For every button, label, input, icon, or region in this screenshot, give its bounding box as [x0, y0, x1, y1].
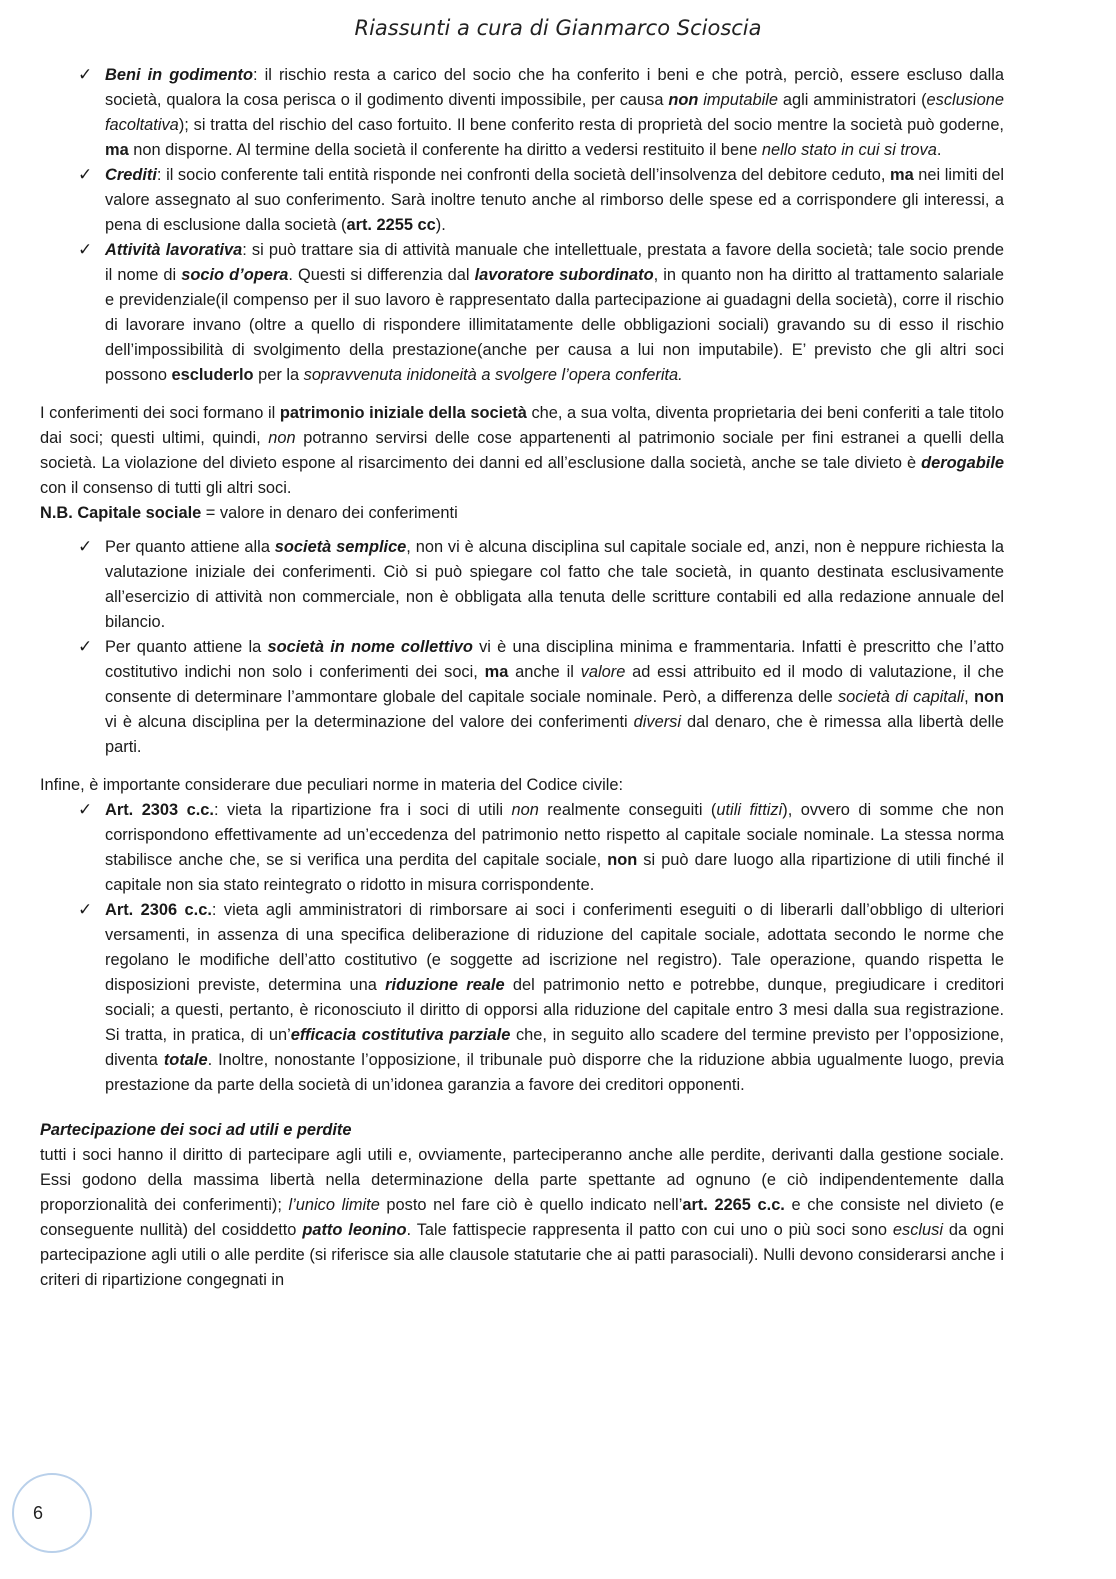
page-header: Riassunti a cura di Gianmarco Scioscia	[354, 16, 762, 40]
section-title: Partecipazione dei soci ad utili e perdite	[40, 1121, 352, 1139]
list-item-art-2303: ✓ Art. 2303 c.c.: vieta la ripartizione fra i soci di utili non realmente conseguiti (utili fittizi), ovvero di somme che non corrispondono effettivamente ad un’eccedenza del patrimonio netto rispetto al capitale sociale nominale. La stessa norma stabilisce anche che, se si verifica una perdita del capitale sociale, non si può dare luogo alla ripartizione di utili finché il capitale non sia stato reintegrato o ridotto in misura corrispondente.	[40, 798, 1004, 898]
note-capitale-sociale: N.B. Capitale sociale = valore in denaro dei conferimenti	[40, 504, 458, 522]
list-item-beni-godimento: ✓ Beni in godimento: il rischio resta a carico del socio che ha conferito i beni e che potrà, perciò, essere escluso dalla società, qualora la cosa perisca o il godimento diventi impossibile, per causa non imputabile agli amministratori (esclusione facoltativa); si tratta del rischio del caso fortuito. Il bene conferito resta di proprietà del socio mentre la società può goderne, ma non disporne. Al termine della società il conferente ha diritto a vedersi restituito il bene nello stato in cui si trova.	[40, 63, 1004, 163]
paragraph-norme: Infine, è importante considerare due peculiari norme in materia del Codice civile:	[40, 776, 624, 794]
page-content	[40, 63, 1004, 1293]
page-number: 6	[33, 1503, 44, 1523]
paragraph-patrimonio: I conferimenti dei soci formano il patrimonio iniziale della società che, a sua volta, diventa proprietaria dei beni conferiti a tale titolo dai soci; questi ultimi, quindi, non potranno servirsi delle cose appartenenti al patrimonio sociale per fini estranei a quelli della società. La violazione del divieto espone al risarcimento dei danni ed all’esclusione dalla società, anche se tale divieto è derogabile con il consenso di tutti gli altri soci.	[40, 404, 1004, 497]
checklist-conferimenti	[40, 63, 1004, 388]
list-item-art-2306: ✓ Art. 2306 c.c.: vieta agli amministratori di rimborsare ai soci i conferimenti eseguiti o di liberarli dall’obbligo di ulteriori versamenti, in assenza di una specifica deliberazione di riduzione del capitale sociale, adottata secondo le norme che regolano le modifiche dell’atto costitutivo (e soggette ad iscrizione nel registro). Tale operazione, quando rispetta le disposizioni previste, determina una riduzione reale del patrimonio netto e potrebbe, dunque, pregiudicare i creditori sociali; a questi, pertanto, è riconosciuto il diritto di opporsi alla riduzione del capitale entro 3 mesi dalla sua registrazione. Si tratta, in pratica, di un’efficacia costitutiva parziale che, in seguito allo scadere del termine previsto per l’opposizione, diventa totale. Inoltre, nonostante l’opposizione, il tribunale può disporre che la riduzione abbia ugualmente luogo, previa prestazione da parte della società di un’idonea garanzia a favore dei creditori opponenti.	[40, 898, 1004, 1098]
list-item-societa-nome-collettivo: ✓ Per quanto attiene la società in nome collettivo vi è una disciplina minima e frammentaria. Infatti è prescritto che l’atto costitutivo indichi non solo i conferimenti dei soci, ma anche il valore ad essi attribuito ed il modo di valutazione, il che consente di determinare l’ammontare globale del capitale sociale nominale. Però, a differenza delle società di capitali, non vi è alcuna disciplina per la determinazione del valore dei conferimenti diversi dal denaro, che è rimessa alla libertà delle parti.	[40, 635, 1004, 760]
checklist-capitale	[40, 535, 1004, 760]
page-number-circle	[12, 1473, 92, 1553]
checklist-norme	[40, 798, 1004, 1098]
list-item-attivita-lavorativa: ✓ Attività lavorativa: si può trattare sia di attività manuale che intellettuale, prestata a favore della società; tale socio prende il nome di socio d’opera. Questi si differenzia dal lavoratore subordinato, in quanto non ha diritto al trattamento salariale e previdenziale(il compenso per il suo lavoro è rappresentato dalla partecipazione ai guadagni della società), corre il rischio di lavorare invano (oltre a quello di rispondere illimitatamente delle obbligazioni sociali) gravando su di esso il rischio dell’impossibilità di svolgimento della prestazione(anche per causa a lui non imputabile). E’ previsto che gli altri soci possono escluderlo per la sopravvenuta inidoneità a svolgere l’opera conferita.	[40, 238, 1004, 388]
paragraph-utili-perdite: tutti i soci hanno il diritto di partecipare agli utili e, ovviamente, parteciperanno anche alle perdite, derivanti dalla gestione sociale. Essi godono della massima libertà nella determinazione della parte spettante ad ognuno (e ciò indipendentemente dalla proporzionalità dei conferimenti); l’unico limite posto nel fare ciò è quello indicato nell’art. 2265 c.c. e che consiste nel divieto (e conseguente nullità) del cosiddetto patto leonino. Tale fattispecie rappresenta il patto con cui uno o più soci sono esclusi da ogni partecipazione agli utili o alle perdite (si riferisce sia alle clausole statutarie che ai patti parasociali). Nulli devono considerarsi anche i criteri di ripartizione congegnati in	[40, 1146, 1005, 1289]
list-item-crediti: ✓ Crediti: il socio conferente tali entità risponde nei confronti della società dell’insolvenza del debitore ceduto, ma nei limiti del valore assegnato al suo conferimento. Sarà inoltre tenuto anche al rimborso delle spese ed a corrispondere gli interessi, a pena di esclusione dalla società (art. 2255 cc).	[40, 163, 1004, 238]
list-item-societa-semplice: ✓ Per quanto attiene alla società semplice, non vi è alcuna disciplina sul capitale sociale ed, anzi, non è neppure richiesta la valutazione iniziale dei conferimenti. Ciò si può spiegare col fatto che tale società, in quanto destinata esclusivamente all’esercizio di attività non commerciale, non è obbligata alla tenuta delle scritture contabili ed alla redazione annuale del bilancio.	[40, 535, 1004, 635]
